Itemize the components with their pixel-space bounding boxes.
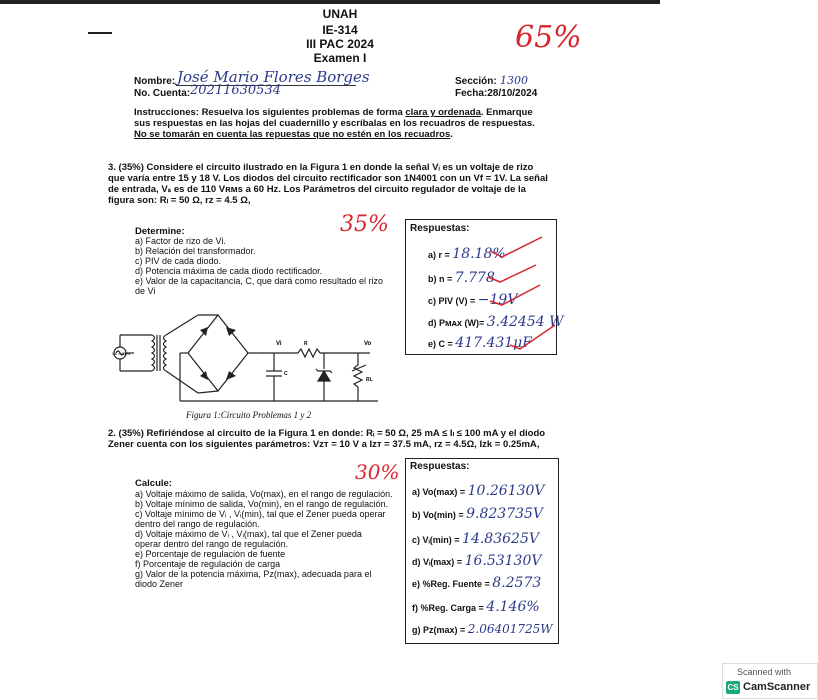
answer-label: e) %Reg. Fuente =	[412, 579, 490, 589]
list-item: b) Relación del transformador.	[135, 246, 256, 256]
vi-label: Vi	[276, 341, 282, 347]
list-item: g) Valor de la potencia máxima, Pz(max), adecuada para el	[135, 569, 372, 579]
section-label: Sección:	[455, 76, 497, 87]
list-item: operar dentro del rango de regulación.	[135, 539, 289, 549]
list-item: e) Porcentaje de regulación de fuente	[135, 549, 286, 559]
answer-label: f) %Reg. Carga =	[412, 603, 484, 613]
answer-label: b) n =	[428, 274, 453, 284]
section-value: 1300	[500, 74, 528, 87]
instructions-underlined-2: No se tomarán en cuenta las repuestas que no estén en los recuadros	[134, 129, 451, 140]
problem2-statement: 2. (35%) Refiriéndose al circuito de la Figura 1 en donde: Rᵢ = 50 Ω, 25 mA ≤ Iₗ ≤ 100 mA y el diodo Zener cuenta con los siguientes parámetros: Vzт = 10 V a Izт = 37.5 mA, rz = 4.5Ω, Izk = 0.25mA,	[108, 428, 546, 450]
answer-row	[412, 553, 541, 569]
answer-value: 9.823735V	[466, 506, 544, 522]
answer-row	[412, 483, 545, 499]
university-name: UNAH	[322, 7, 358, 21]
rl-label: RL	[366, 377, 373, 383]
answer-value: −19V	[477, 292, 518, 308]
answer-label: c) Vᵢ(min) =	[412, 535, 460, 545]
list-item: c) PIV de cada diodo.	[135, 256, 222, 266]
camscanner-watermark	[722, 663, 818, 699]
answer-label: d) Pᴍᴀx (W)=	[428, 318, 485, 328]
list-item: d) Potencia máxima de cada diodo rectificador.	[135, 266, 323, 276]
answer-value: 2.06401725W	[467, 622, 553, 636]
answer-value: 8.2573	[492, 575, 542, 591]
answer-value: 3.42454 W	[486, 314, 564, 330]
problem2-answer-box	[405, 458, 559, 644]
decorative-dash	[88, 32, 112, 34]
camscanner-app-name: CamScanner	[743, 681, 811, 693]
instructions-middle: . Enmarque sus respuestas en las hojas del cuadernillo y escríbalas en los recuadros de respuestas.	[134, 107, 535, 129]
answer-label: d) Vᵢ(max) =	[412, 557, 463, 567]
vo-label: Vo	[364, 341, 372, 347]
answer-value: 14.83625V	[462, 531, 539, 547]
answer-label: b) Vo(min) =	[412, 510, 464, 520]
answer-value: 417.431μF	[455, 335, 532, 351]
list-item: c) Voltaje mínimo de Vᵢ , Vᵢ(min), tal que el Zener pueda operar	[135, 509, 386, 519]
answer-label: a) r =	[428, 250, 450, 260]
problem2-calc-title: Calcule:	[135, 478, 172, 489]
list-item: d) Voltaje máximo de Vᵢ , Vᵢ(max), tal que el Zener pueda	[135, 529, 362, 539]
list-item: dentro del rango de regulación.	[135, 519, 260, 529]
answer-label: e) C =	[428, 339, 453, 349]
instructions-prefix: Instrucciones: Resuelva los siguientes problemas de forma	[134, 107, 406, 118]
list-item: a) Voltaje máximo de salida, Vo(max), en el rango de regulación.	[135, 489, 393, 499]
problem3-determine-title: Determine:	[135, 226, 185, 237]
list-item: a) Factor de rizo de Vi.	[135, 236, 226, 246]
answer-row	[412, 506, 543, 522]
problem3-statement: 3. (35%) Considere el circuito ilustrado en la Figura 1 en donde la señal Vᵢ es un voltaje de rizo que varía entre 15 y 18 V. Los diodos del circuito rectificador son 1N4001 con un Vf = 1V. La señal de entrada, Vₛ es de 110 Vʀᴍs a 60 Hz. Los Parámetros del circuito regulador de voltaje de la figura son: Rₗ = 50 Ω, rz = 4.5 Ω,	[108, 162, 548, 206]
name-label: Nombre:	[134, 76, 176, 87]
answer-row	[412, 531, 539, 547]
answer-value: 7.778	[454, 270, 495, 286]
course-code: IE-314	[322, 23, 358, 37]
answer-value: 10.26130V	[467, 483, 545, 499]
list-item: de Vi	[135, 286, 156, 296]
instructions-underlined-1: clara y ordenada	[405, 107, 481, 118]
list-item: e) Valor de la capacitancia, C, que dará como resultado el rizo	[135, 276, 383, 286]
answer-label: c) PIV (V) =	[428, 296, 476, 306]
scanned-with-text: Scanned with	[737, 667, 792, 677]
r-label: R	[304, 341, 308, 347]
problem3-answers-title: Respuestas:	[410, 223, 470, 234]
exam-title: Examen I	[313, 51, 367, 65]
answer-label: a) Vo(max) =	[412, 487, 466, 497]
camscanner-logo-icon: CS	[727, 683, 739, 692]
page-top-edge	[0, 0, 660, 4]
problem2-answers-title: Respuestas:	[410, 461, 470, 472]
list-item: b) Voltaje mínimo de salida, Vo(min), en el rango de regulación.	[135, 499, 389, 509]
problem2-items	[135, 489, 400, 589]
c-label: C	[284, 371, 288, 377]
list-item: diodo Zener	[135, 579, 184, 589]
answer-label: g) Pz(max) =	[412, 625, 466, 635]
source-label: Vs = 60Hz	[112, 351, 131, 356]
answer-row	[412, 622, 553, 636]
figure-caption: Figura 1:Circuito Problemas 1 y 2	[186, 410, 312, 420]
total-grade: 65%	[515, 20, 582, 55]
problem3-items	[135, 236, 395, 296]
answer-value: 18.18%	[452, 246, 506, 262]
account-value: 20211630534	[190, 83, 281, 98]
answer-row	[412, 575, 541, 591]
answer-value: 16.53130V	[464, 553, 542, 569]
name-value: José Mario Flores Borges	[177, 68, 370, 86]
problem2-grade: 30%	[355, 460, 400, 484]
answer-value: 4.146%	[486, 599, 540, 615]
answer-row	[412, 599, 540, 615]
circuit-figure	[108, 305, 388, 405]
instructions	[134, 107, 544, 140]
list-item: f) Porcentaje de regulación de carga	[135, 559, 281, 569]
problem3-grade: 35%	[340, 212, 389, 237]
date-label: Fecha:28/10/2024	[455, 88, 538, 99]
account-label: No. Cuenta:	[134, 88, 191, 99]
instructions-suffix: .	[450, 129, 453, 140]
academic-period: III PAC 2024	[306, 37, 374, 51]
